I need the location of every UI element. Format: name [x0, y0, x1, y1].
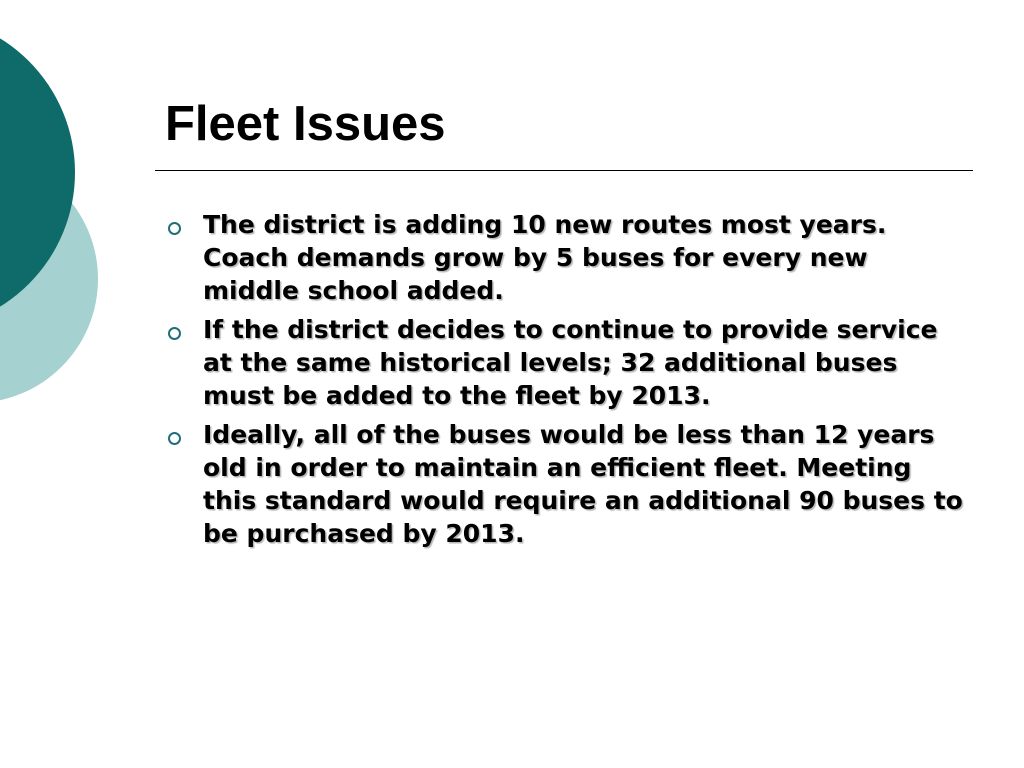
bullet-item: [165, 418, 965, 550]
title-divider: [155, 170, 973, 171]
slide-title: Fleet Issues: [165, 97, 446, 151]
hollow-circle-icon: [168, 222, 181, 235]
bullet-item: [165, 313, 965, 412]
bullet-list: [165, 208, 965, 556]
bullet-text: The district is adding 10 new routes most years. Coach demands grow by 5 buses for every new middle school added.: [203, 210, 887, 305]
bullet-item: [165, 208, 965, 307]
hollow-circle-icon: [168, 327, 181, 340]
bullet-text: Ideally, all of the buses would be less than 12 years old in order to maintain an efficient fleet. Meeting this standard would require an additional 90 buses to be purchased by 2013.: [203, 420, 963, 548]
hollow-circle-icon: [168, 432, 181, 445]
bullet-text: If the district decides to continue to provide service at the same historical levels; 32 additional buses must be added to the fleet by 2013.: [203, 315, 938, 410]
